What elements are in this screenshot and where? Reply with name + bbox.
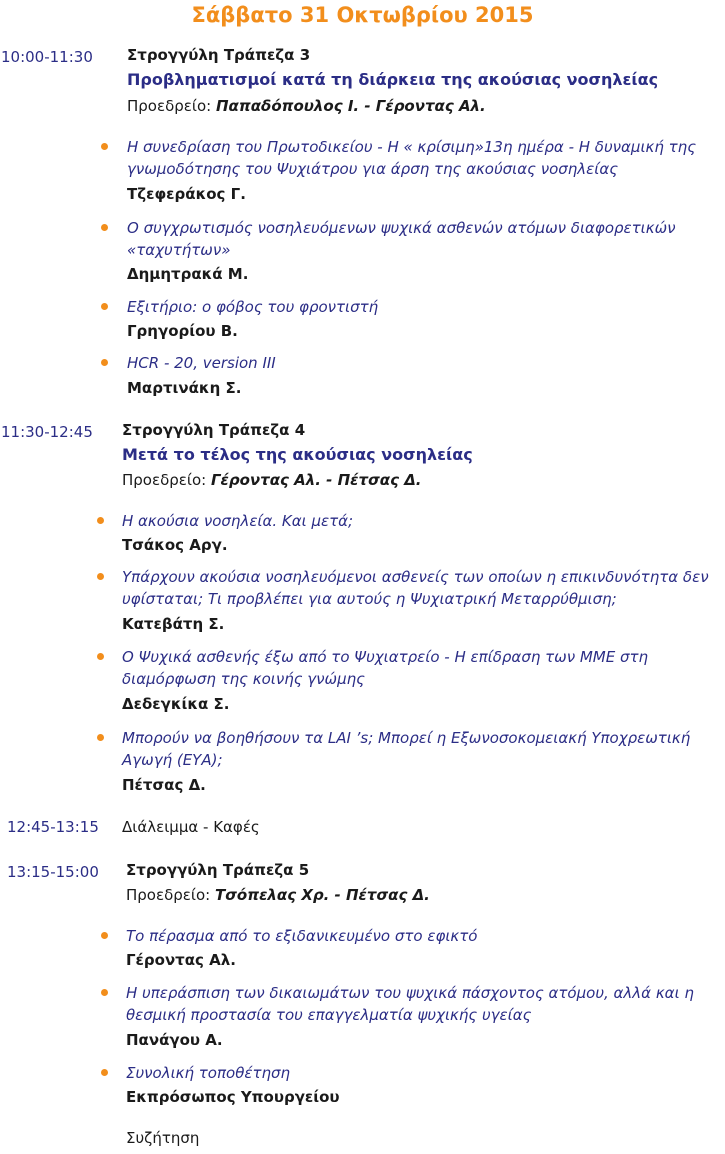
bullet-icon [97, 510, 105, 518]
chairs-label: Προεδρείο: [127, 97, 212, 115]
session-label: Στρογγύλη Τράπεζα 3 [127, 46, 311, 64]
item-speaker: Κατεβάτη Σ. [122, 615, 225, 633]
item-title: Η υπεράσπιση των δικαιωμάτων του ψυχικά πάσχοντος ατόμου, αλλά και η θεσμική προστασία του επαγγελματία ψυχικής υγείας [126, 984, 694, 1024]
bullet-icon [101, 217, 109, 225]
bullet-icon [97, 727, 105, 735]
session-chairs [127, 96, 486, 116]
item-title: Ο Ψυχικά ασθενής έξω από το Ψυχιατρείο - Η επίδραση των ΜΜΕ στη διαμόρφωση της κοινής γνώμης [122, 648, 649, 688]
session-label: Στρογγύλη Τράπεζα 4 [122, 421, 306, 439]
item-speaker: Μαρτινάκη Σ. [127, 379, 242, 397]
item-speaker: Εκπρόσωπος Υπουργείου [126, 1088, 340, 1106]
chairs-names: Γέροντας Αλ. - Πέτσας Δ. [210, 471, 422, 489]
page-title: Σάββατο 31 Οκτωβρίου 2015 [191, 3, 534, 27]
chairs-names: Παπαδόπουλος Ι. - Γέροντας Αλ. [215, 97, 486, 115]
bullet-icon [97, 566, 105, 574]
item-title: Το πέρασμα από το εξιδανικευμένο στο εφικτό [126, 927, 478, 945]
chairs-label: Προεδρείο: [126, 886, 211, 904]
bullet-icon [101, 136, 109, 144]
session-topic: Μετά το τέλος της ακούσιας νοσηλείας [122, 445, 473, 464]
session-label: Στρογγύλη Τράπεζα 5 [126, 861, 310, 879]
item-speaker: Γέροντας Αλ. [126, 951, 236, 969]
item-title: Η ακούσια νοσηλεία. Και μετά; [122, 512, 354, 530]
item-speaker: Πανάγου Α. [126, 1031, 223, 1049]
bullet-icon [97, 646, 105, 654]
bullet-icon [101, 1062, 109, 1070]
session-chairs [126, 885, 430, 905]
item-speaker: Τσάκος Αργ. [122, 536, 228, 554]
bullet-icon [101, 296, 109, 304]
chairs-label: Προεδρείο: [122, 471, 207, 489]
item-speaker: Τζεφεράκος Γ. [127, 185, 246, 203]
item-speaker: Γρηγορίου Β. [127, 322, 238, 340]
item-speaker: Δημητρακά Μ. [127, 265, 249, 283]
item-title: Συνολική τοποθέτηση [126, 1064, 291, 1082]
item-title: Υπάρχουν ακούσια νοσηλευόμενοι ασθενείς των οποίων η επικινδυνότητα δεν υφίσταται; Τι προβλέπει για αυτούς η Ψυχιατρική Μεταρρύθμιση; [122, 568, 709, 608]
bullet-icon [101, 925, 109, 933]
item-title: Ο συγχρωτισμός νοσηλευόμενων ψυχικά ασθενών ατόμων διαφορετικών «ταχυτήτων» [127, 219, 676, 259]
item-speaker: Πέτσας Δ. [122, 776, 206, 794]
bullet-icon [101, 982, 109, 990]
chairs-names: Τσόπελας Χρ. - Πέτσας Δ. [214, 886, 430, 904]
item-title: Εξιτήριο: ο φόβος του φροντιστή [127, 298, 379, 316]
bullet-icon [101, 352, 109, 360]
session-time: 11:30-12:45 [1, 423, 93, 441]
session-time: 12:45-13:15 [7, 818, 99, 836]
break-label: Διάλειμμα - Καφές [122, 818, 260, 836]
item-speaker: Δεδεγκίκα Σ. [122, 695, 230, 713]
item-title: Η συνεδρίαση του Πρωτοδικείου - Η « κρίσιμη»13η ημέρα - Η δυναμική της γνωμοδότησης του Ψυχιάτρου για άρση της ακούσιας νοσηλείας [127, 138, 696, 178]
closing-discussion: Συζήτηση [126, 1129, 200, 1147]
session-chairs [122, 470, 422, 490]
item-title: Μπορούν να βοηθήσουν τα LAI ’s; Μπορεί η Εξωνοσοκομειακή Υποχρεωτική Αγωγή (ΕΥΑ); [122, 729, 691, 769]
session-time: 13:15-15:00 [7, 863, 99, 881]
session-time: 10:00-11:30 [1, 48, 93, 66]
item-title: HCR - 20, version III [127, 354, 276, 372]
session-topic: Προβληματισμοί κατά τη διάρκεια της ακούσιας νοσηλείας [127, 70, 659, 89]
